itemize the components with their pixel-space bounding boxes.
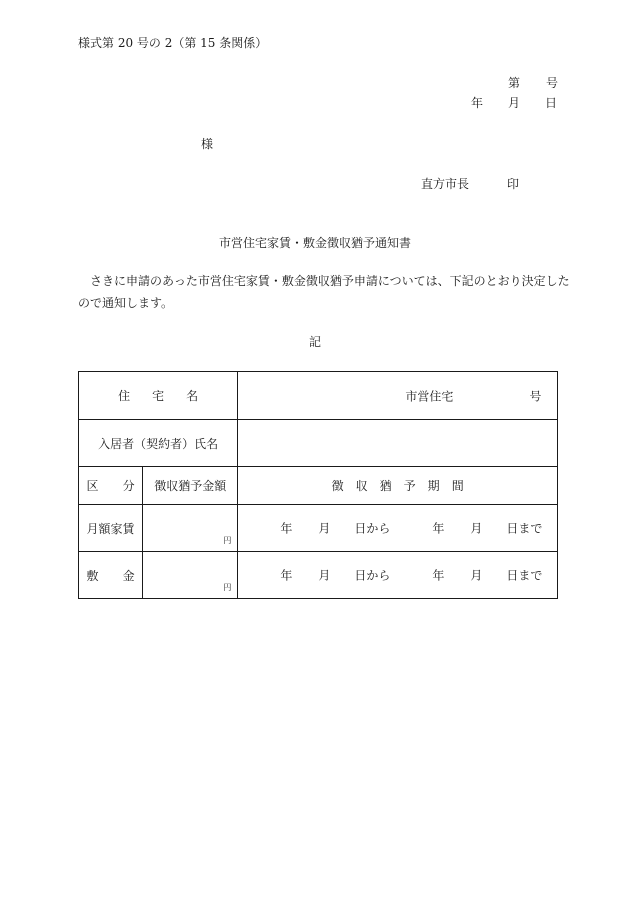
- amount-header: 徴収猶予金額: [143, 467, 238, 505]
- document-number: [508, 74, 558, 91]
- house-label: 住 宅 名: [79, 372, 238, 420]
- deposit-label: 敷 金: [79, 552, 143, 599]
- period-header: 徴 収 猶 予 期 間: [238, 467, 558, 505]
- date-year: 年: [471, 96, 484, 110]
- seal-mark: 印: [507, 177, 520, 191]
- header-row: [79, 467, 558, 505]
- form-id: 様式第 20 号の 2（第 15 条関係）: [78, 36, 268, 50]
- rent-label: 月額家賃: [79, 505, 143, 552]
- addressee: 様: [201, 137, 214, 151]
- house-value: 市営住宅 号: [238, 372, 558, 420]
- resident-value: [238, 420, 558, 467]
- rent-row: [79, 505, 558, 552]
- ki-heading: 記: [308, 335, 321, 349]
- deposit-amount: 円: [143, 552, 238, 599]
- resident-label: 入居者（契約者）氏名: [79, 420, 238, 467]
- deposit-row: [79, 552, 558, 599]
- kubun-header: 区 分: [79, 467, 143, 505]
- document-title: 市営住宅家賃・敷金徴収猶予通知書: [218, 236, 411, 250]
- rent-period: 年 月 日から 年 月 日まで: [238, 505, 558, 552]
- house-row: [79, 372, 558, 420]
- body-text: さきに申請のあった市営住宅家賃・敷金徴収猶予申請については、下記のとおり決定したので通知します。: [78, 274, 570, 310]
- deferral-table: [78, 371, 558, 599]
- resident-row: [79, 420, 558, 467]
- number-dai: 第: [508, 76, 521, 90]
- number-go: 号: [546, 76, 559, 90]
- issue-date: [471, 94, 557, 111]
- issuer: [421, 175, 519, 192]
- deposit-period: 年 月 日から 年 月 日まで: [238, 552, 558, 599]
- date-month: 月: [508, 96, 521, 110]
- date-day: 日: [545, 96, 558, 110]
- rent-amount: 円: [143, 505, 238, 552]
- issuer-name: 直方市長: [421, 177, 470, 191]
